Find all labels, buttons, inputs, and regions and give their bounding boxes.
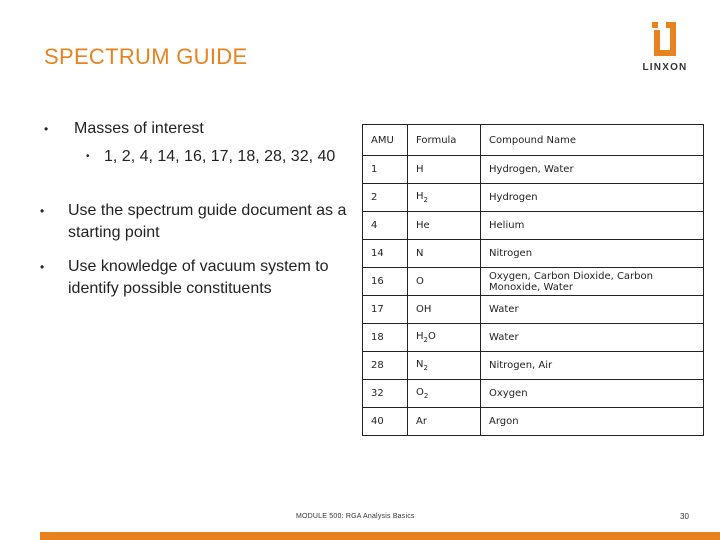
cell-amu: 16 — [363, 268, 408, 296]
cell-amu: 1 — [363, 156, 408, 184]
bullet-marker: • — [44, 122, 49, 136]
formula-subscript: 2 — [423, 392, 429, 400]
page-number: 30 — [680, 512, 689, 521]
cell-amu: 4 — [363, 212, 408, 240]
cell-amu: 40 — [363, 408, 408, 436]
bullet-marker: • — [40, 204, 45, 218]
column-header-amu: AMU — [363, 125, 408, 156]
table-row — [363, 380, 704, 408]
formula-base: OH — [416, 304, 432, 315]
cell-compound-name: Nitrogen — [481, 240, 704, 268]
table-row — [363, 352, 704, 380]
formula-base: N — [416, 248, 424, 259]
cell-formula — [408, 380, 481, 408]
bullet-marker: • — [40, 260, 45, 274]
cell-compound-name: Helium — [481, 212, 704, 240]
formula-base: N — [416, 359, 424, 370]
formula-tail: O — [428, 331, 436, 342]
cell-amu: 2 — [363, 184, 408, 212]
table-row — [363, 156, 704, 184]
column-header-compound-name: Compound Name — [481, 125, 704, 156]
cell-formula — [408, 296, 481, 324]
bullet-list — [0, 0, 360, 320]
cell-formula — [408, 408, 481, 436]
cell-compound-name: Hydrogen — [481, 184, 704, 212]
footer-module: MODULE 500: RGA Analysis Basics — [296, 513, 415, 520]
cell-amu: 14 — [363, 240, 408, 268]
cell-compound-name: Water — [481, 296, 704, 324]
table-row — [363, 408, 704, 436]
cell-amu: 17 — [363, 296, 408, 324]
formula-subscript: 2 — [423, 336, 428, 344]
bullet-marker: • — [86, 151, 90, 162]
table-row — [363, 324, 704, 352]
cell-compound-name: Hydrogen, Water — [481, 156, 704, 184]
formula-base: H — [416, 164, 424, 175]
cell-compound-name: Water — [481, 324, 704, 352]
cell-formula — [408, 324, 481, 352]
formula-base: O — [416, 276, 424, 287]
cell-compound-name: Oxygen, Carbon Dioxide, Carbon Monoxide, Water — [481, 268, 704, 296]
formula-subscript: 2 — [423, 196, 428, 204]
formula-base: H — [416, 191, 424, 202]
logo-wordmark: LINXON — [642, 62, 688, 73]
formula-subscript: 2 — [423, 364, 428, 372]
table-header-row — [363, 125, 704, 156]
formula-base: He — [416, 220, 430, 231]
cell-compound-name: Argon — [481, 408, 704, 436]
cell-amu: 18 — [363, 324, 408, 352]
cell-formula — [408, 268, 481, 296]
bullet-text: Masses of interest — [74, 120, 204, 137]
bullet-text: 1, 2, 4, 14, 16, 17, 18, 28, 32, 40 — [104, 148, 336, 165]
bullet-text: Use knowledge of vacuum system to identify possible constituents — [68, 258, 329, 297]
slide-title: SPECTRUM GUIDE — [44, 44, 248, 69]
cell-amu: 32 — [363, 380, 408, 408]
cell-compound-name: Oxygen — [481, 380, 704, 408]
table-row — [363, 268, 704, 296]
bottom-accent-bar — [40, 532, 720, 540]
cell-compound-name: Nitrogen, Air — [481, 352, 704, 380]
table-body — [363, 156, 704, 436]
cell-formula — [408, 184, 481, 212]
cell-formula — [408, 240, 481, 268]
formula-base: Ar — [416, 416, 427, 427]
cell-formula — [408, 212, 481, 240]
column-header-formula: Formula — [408, 125, 481, 156]
table-row — [363, 240, 704, 268]
cell-amu: 28 — [363, 352, 408, 380]
cell-formula — [408, 156, 481, 184]
table-row — [363, 212, 704, 240]
formula-base: O — [416, 387, 424, 398]
cell-formula — [408, 352, 481, 380]
spectrum-table — [362, 124, 704, 436]
bullet-text: Use the spectrum guide document as a starting point — [68, 202, 347, 241]
formula-base: H — [416, 331, 424, 342]
table-row — [363, 296, 704, 324]
table-row — [363, 184, 704, 212]
